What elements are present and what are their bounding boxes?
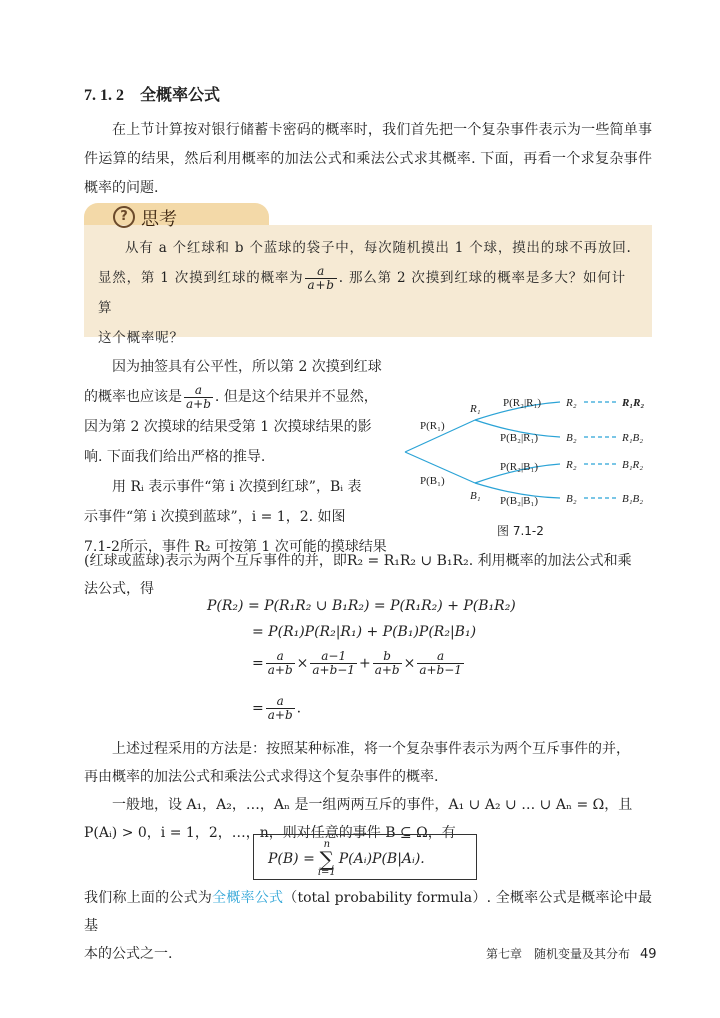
frac-4-num: a xyxy=(417,650,464,664)
body-p2-cont xyxy=(84,547,652,603)
body-p1-line-2-pre: 的概率也应该是 xyxy=(84,389,182,405)
section-heading xyxy=(84,82,220,105)
plus-1: + xyxy=(358,655,371,672)
section-number: 7. 1. 2 xyxy=(84,87,124,104)
sum-bottom: i=1 xyxy=(317,867,336,878)
label-p-b1: P(B₁) xyxy=(420,475,445,487)
think-line-2-pre: 显然，第 1 次摸到红球的概率为 xyxy=(98,270,304,286)
formula-lhs: P(B) = xyxy=(268,851,315,867)
frac-5-num: a xyxy=(266,695,295,709)
eq-sign-3: = xyxy=(252,655,264,672)
label-p-b2-b1: P(B₂|B₁) xyxy=(500,495,538,507)
derivation-line-1: P(R₂) = P(R₁R₂ ∪ B₁R₂) = P(R₁R₂) + P(B₁R₂) xyxy=(207,598,516,614)
leaf-4: B₂ xyxy=(566,493,577,505)
label-p-r2-r1: P(R₂|R₁) xyxy=(503,397,541,409)
frac-3-num: b xyxy=(373,650,402,664)
sum-top: n xyxy=(323,839,331,850)
frac-2-num: a−1 xyxy=(310,650,357,664)
intro-paragraph: 在上节计算按对银行储蓄卡密码的概率时，我们首先把一个复杂事件表示为一些简单事件运算的结果，然后利用概率的加法公式和乘法公式求其概率. 下面，再看一个求复杂事件概率的问题. xyxy=(84,122,652,196)
think-title: 思考 xyxy=(141,209,177,230)
closing-line-2: 本的公式之一. xyxy=(84,946,173,962)
think-frac-num: a xyxy=(305,265,336,279)
glossary-term: 全概率公式 xyxy=(212,890,284,906)
body-p2-line-3: 7.1-2所示，事件 R₂ 可按第 1 次可能的摸球结果 xyxy=(84,539,387,555)
times-1: × xyxy=(296,655,309,672)
probability-tree xyxy=(400,385,660,515)
chapter-label: 第七章 随机变量及其分布 xyxy=(486,947,631,961)
method-paragraph xyxy=(84,735,652,847)
body-frac-den: a+b xyxy=(186,396,211,411)
body-p2-line-4: (红球或蓝球)表示为两个互斥事件的并，即R₂ = R₁R₂ ∪ B₁R₂. 利用概率的加法公式和乘 xyxy=(84,553,632,569)
body-p2-line-1: 用 Rᵢ 表示事件“第 i 次摸到红球”，Bᵢ 表 xyxy=(112,479,362,495)
leaf-3: R₂ xyxy=(566,459,577,471)
body-p1-line-2 xyxy=(84,382,396,412)
frac-4-den: a+b−1 xyxy=(419,663,462,677)
method-line-2: 再由概率的加法公式和乘法公式求得这个复杂事件的概率. xyxy=(84,769,439,785)
body-p2-line-5: 法公式，得 xyxy=(84,581,154,597)
label-p-r2-b1: P(R₂|B₁) xyxy=(500,461,538,473)
section-title: 全概率公式 xyxy=(140,85,221,104)
method-line-4: P(Aᵢ) > 0，i = 1，2，…，n，则对任意的事件 B ⊆ Ω，有 xyxy=(84,825,456,841)
outcome-1: R₁R₂ xyxy=(622,397,645,409)
method-line-1: 上述过程采用的方法是：按照某种标准，将一个复杂事件表示为两个互斥事件的并， xyxy=(112,741,630,757)
body-p1-line-2-post: . 但是这个结果并不显然， xyxy=(214,389,378,405)
think-line-2 xyxy=(98,263,640,323)
think-box xyxy=(84,225,652,346)
frac-1 xyxy=(266,650,295,677)
figure-caption: 图 7.1-2 xyxy=(497,524,544,538)
think-line-1: 从有 a 个红球和 b 个蓝球的袋子中，每次随机摸出 1 个球，摸出的球不再放回. xyxy=(125,240,632,256)
think-frac-den: a+b xyxy=(307,278,335,292)
frac-5 xyxy=(266,695,295,722)
sum-sign xyxy=(318,840,336,878)
body-fraction xyxy=(184,384,213,411)
total-probability-formula xyxy=(253,834,477,880)
label-p-b2-r1: P(B₂|R₁) xyxy=(500,432,538,444)
frac-4 xyxy=(417,650,464,677)
times-2: × xyxy=(403,655,416,672)
closing-line-1 xyxy=(84,884,652,940)
page-footer xyxy=(486,945,657,962)
body-frac-num: a xyxy=(184,384,213,398)
closing-post: （total probability formula）. 全概率公式是概率论中最基 xyxy=(84,890,653,934)
body-p1-line-4: 响. 下面我们给出严格的推导. xyxy=(84,449,266,465)
frac-1-num: a xyxy=(266,650,295,664)
frac-3-den: a+b xyxy=(374,663,400,677)
sum-symbol: ∑ xyxy=(319,847,334,871)
frac-5-den: a+b xyxy=(267,708,293,722)
formula-rhs: P(Aᵢ)P(B|Aᵢ). xyxy=(338,851,425,867)
frac-2-den: a+b−1 xyxy=(312,663,355,677)
question-icon: ? xyxy=(113,206,135,228)
period: . xyxy=(296,700,302,717)
label-p-r1: P(R₁) xyxy=(420,420,445,432)
node-b1: B₁ xyxy=(470,490,481,502)
page-number: 49 xyxy=(640,947,657,962)
closing-pre: 我们称上面的公式为 xyxy=(84,890,213,906)
outcome-4: B₁B₂ xyxy=(622,493,644,505)
body-p1-line-1: 因为抽签具有公平性，所以第 2 次摸到红球 xyxy=(112,359,382,375)
method-line-3: 一般地，设 A₁，A₂，…，Aₙ 是一组两两互斥的事件，A₁ ∪ A₂ ∪ … ∪ Aₙ = Ω，且 xyxy=(112,797,633,813)
outcome-2: R₁B₂ xyxy=(622,432,644,444)
frac-3 xyxy=(373,650,402,677)
body-left-column xyxy=(84,352,396,562)
think-line-3: 这个概率呢？ xyxy=(98,330,184,346)
body-p2-line-2: 示事件“第 i 次摸到蓝球”，i = 1，2. 如图 xyxy=(84,509,346,525)
outcome-3: B₁R₂ xyxy=(622,459,644,471)
leaf-1: R₂ xyxy=(566,397,577,409)
frac-2 xyxy=(310,650,357,677)
eq-sign-4: = xyxy=(252,700,264,717)
derivation-line-4 xyxy=(252,695,301,722)
think-line-2-post: . 那么第 2 次摸到红球的概率是多大？如何计算 xyxy=(98,270,626,316)
derivation-line-3 xyxy=(252,650,466,677)
frac-1-den: a+b xyxy=(267,663,293,677)
body-p1-line-3: 因为第 2 次摸球的结果受第 1 次摸球结果的影 xyxy=(84,419,372,435)
leaf-2: B₂ xyxy=(566,432,577,444)
think-fraction xyxy=(305,265,336,292)
derivation-line-2: = P(R₁)P(R₂|R₁) + P(B₁)P(R₂|B₁) xyxy=(252,624,477,640)
node-r1: R₁ xyxy=(470,403,481,415)
